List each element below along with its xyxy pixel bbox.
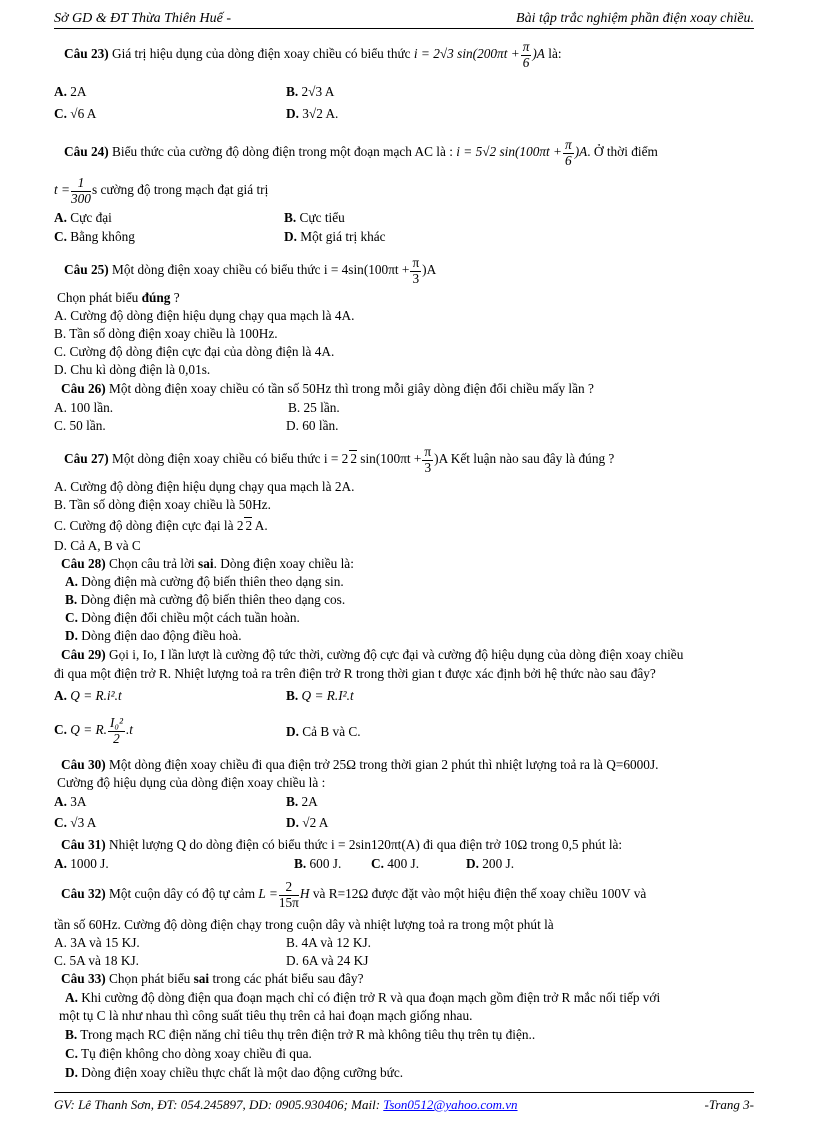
q30-option-c: C. √3 A: [54, 815, 97, 830]
footer-left: GV: Lê Thanh Sơn, ĐT: 054.245897, DD: 0905.930406; Mail: Tson0512@yahoo.com.vn: [54, 1097, 518, 1112]
q26-option-b: B. 25 lần.: [288, 400, 340, 415]
question-26: Câu 26) Một dòng điện xoay chiều có tần số 50Hz thì trong mỗi giây dòng điện đổi chiều mấy lần ?: [61, 381, 594, 396]
q31-option-c: C. 400 J.: [371, 856, 420, 871]
q28-option-c: C. Dòng điện đổi chiều một cách tuần hoàn.: [65, 610, 300, 625]
q29-option-c: C. Q = R. $\frac{\text{I₀²}}{2}$ .t: [54, 715, 134, 746]
question-32-line2: tần số 60Hz. Cường độ dòng điện chạy trong cuộn dây và nhiệt lượng toả ra trong một phút là: [54, 917, 554, 932]
q28-option-b: B. Dòng điện mà cường độ biến thiên theo dạng cos.: [65, 592, 346, 607]
q23-option-a: A. 2A: [54, 84, 87, 99]
footer-page-number: -Trang 3-: [704, 1097, 754, 1112]
q26-option-c: C. 50 lần.: [54, 418, 106, 433]
q27-option-b: B. Tần số dòng điện xoay chiều là 50Hz.: [54, 497, 271, 512]
q31-option-b: B. 600 J.: [294, 856, 342, 871]
q25-option-d: D. Chu kì dòng điện là 0,01s.: [54, 362, 211, 377]
page-header: [54, 8, 754, 29]
question-25: Câu 25) Một dòng điện xoay chiều có biểu thức i = 4sin(100πt + $\frac{\pi}{3}$ )A: [64, 255, 437, 286]
question-28: Câu 28) Chọn câu trả lời sai. Dòng điện xoay chiều là:: [61, 556, 354, 571]
question-29: Câu 29) Gọi i, Io, I lần lượt là cường độ tức thời, cường độ cực đại và cường độ hiệu dụng của dòng điện xoay chiều: [61, 647, 684, 662]
q26-option-d: D. 60 lần.: [286, 418, 339, 433]
q28-option-a: A. Dòng điện mà cường độ biến thiên theo dạng sin.: [65, 574, 344, 589]
q31-option-a: A. 1000 J.: [54, 856, 109, 871]
q32-option-c: C. 5A và 18 KJ.: [54, 953, 139, 968]
q23-option-b: B. 2√3 A: [286, 84, 335, 99]
question-27: Câu 27) Một dòng điện xoay chiều có biểu thức i = 2 2 sin(100πt + $\frac{\pi}{3}$ )A Kết luận nào sau đây là đúng ?: [64, 444, 615, 475]
q30-option-a: A. 3A: [54, 794, 87, 809]
q25-option-b: B. Tần số dòng điện xoay chiều là 100Hz.: [54, 326, 278, 341]
q33-option-a-line2: một tụ C là như nhau thì công suất tiêu thụ trên cả hai đoạn mạch giống nhau.: [59, 1008, 473, 1023]
footer-email-link[interactable]: Tson0512@yahoo.com.vn: [383, 1097, 518, 1112]
question-23: Câu 23) Giá trị hiệu dụng của dòng điện xoay chiều có biểu thức i = 2√3 sin(200πt + $\frac{\pi}{6}$ )A là:: [64, 39, 562, 70]
question-30: Câu 30) Một dòng điện xoay chiều đi qua điện trở 25Ω trong thời gian 2 phút thì nhiệt lượng toả ra là Q=6000J.: [61, 757, 659, 772]
q32-option-d: D. 6A và 24 KJ: [286, 953, 369, 968]
q24-option-a: A. Cực đại: [54, 210, 112, 225]
q29-option-d: D. Cả B và C.: [286, 724, 361, 739]
q30-option-b: B. 2A: [286, 794, 318, 809]
q29-option-b: B. Q = R.I².t: [286, 688, 354, 703]
question-33: Câu 33) Chọn phát biểu sai trong các phát biểu sau đây?: [61, 971, 364, 986]
q32-option-b: B. 4A và 12 KJ.: [286, 935, 371, 950]
q33-option-b: B. Trong mạch RC điện năng chỉ tiêu thụ trên điện trở R mà không tiêu thụ trên tụ điện..: [65, 1027, 536, 1042]
q23-option-d: D. 3√2 A.: [286, 106, 339, 121]
q27-option-d: D. Cả A, B và C: [54, 538, 141, 553]
page-footer: [54, 1092, 754, 1115]
header-left: Sở GD & ĐT Thừa Thiên Huế -: [54, 11, 232, 26]
question-30-line2: Cường độ hiệu dụng của dòng điện xoay chiều là :: [57, 775, 326, 790]
q24-option-c: C. Bằng không: [54, 229, 135, 244]
question-24: Câu 24) Biểu thức của cường độ dòng điện trong một đoạn mạch AC là : i = 5√2 sin(100πt + $\frac{\pi}{6}$ )A. Ở thời điểm: [64, 137, 658, 168]
q23-formula: i = 2√3 sin(200πt + $\frac{\pi}{6}$ )A: [413, 39, 545, 70]
q28-option-d: D. Dòng điện dao động điều hoà.: [65, 628, 242, 643]
q24-option-d: D. Một giá trị khác: [284, 229, 386, 244]
q24-option-b: B. Cực tiểu: [284, 210, 345, 225]
question-29-line2: đi qua một điện trở R. Nhiệt lượng toả ra trên điện trở R trong thời gian t được xác định bởi hệ thức nào sau đây?: [54, 666, 656, 681]
q24-time-line: t = $\frac{1}{300}$ s cường độ trong mạch đạt giá trị: [54, 175, 269, 206]
q29-option-a: A. Q = R.i².t: [54, 688, 122, 703]
q23-label: Câu 23): [64, 46, 109, 62]
q33-option-d: D. Dòng điện xoay chiều thực chất là một dao động cưỡng bức.: [65, 1065, 404, 1080]
q33-option-c: C. Tụ điện không cho dòng xoay chiều đi qua.: [65, 1046, 312, 1061]
q23-option-c: C. √6 A: [54, 106, 97, 121]
q30-option-d: D. √2 A: [286, 815, 329, 830]
q33-option-a: A. Khi cường độ dòng điện qua đoạn mạch chỉ có điện trở R và qua đoạn mạch gồm điện trở R mắc nối tiếp với: [65, 990, 661, 1005]
question-31: Câu 31) Nhiệt lượng Q do dòng điện có biểu thức i = 2sin120πt(A) đi qua điện trở 10Ω trong 0,5 phút là:: [61, 837, 623, 852]
q25-option-c: C. Cường độ dòng điện cực đại của dòng điện là 4A.: [54, 344, 335, 359]
q25-prompt: Chọn phát biểu đúng ?: [57, 290, 180, 305]
q26-option-a: A. 100 lần.: [54, 400, 114, 415]
q27-option-c: C. Cường độ dòng điện cực đại là 2 2 A.: [54, 518, 268, 533]
header-right: Bài tập trắc nghiệm phần điện xoay chiều.: [516, 11, 754, 26]
question-32: Câu 32) Một cuộn dây có độ tự cảm L = $\frac{2}{15\pi}$ H và R=12Ω được đặt vào một hiệu điện thế xoay chiều 100V và: [61, 879, 647, 910]
q32-option-a: A. 3A và 15 KJ.: [54, 935, 140, 950]
q31-option-d: D. 200 J.: [466, 856, 515, 871]
q25-option-a: A. Cường độ dòng điện hiệu dụng chạy qua mạch là 4A.: [54, 308, 355, 323]
q27-option-a: A. Cường độ dòng điện hiệu dụng chạy qua mạch là 2A.: [54, 479, 355, 494]
